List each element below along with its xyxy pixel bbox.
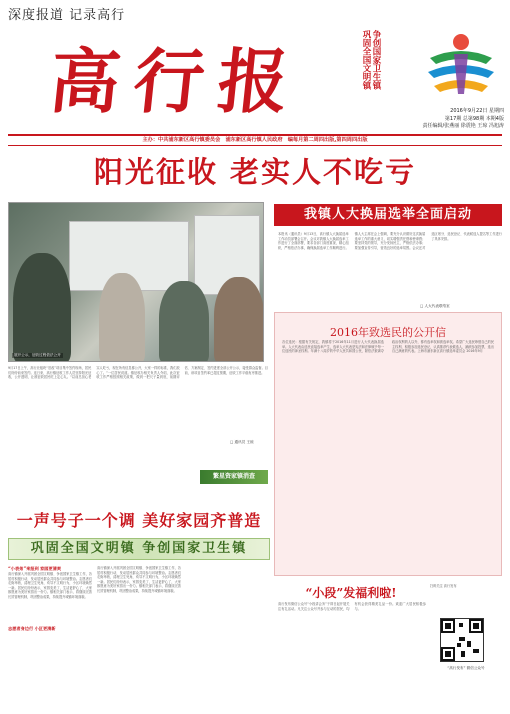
section2-subheading: “小表弟”来报到 家园更清爽	[8, 566, 62, 571]
photo-caption: 展开公示，征收过程依法公开	[14, 353, 61, 357]
promo-box	[430, 584, 502, 704]
masthead	[45, 36, 307, 128]
section2-banner: 巩固全国文明镇 争创国家卫生镇	[8, 538, 270, 560]
issue-editors: 责任编辑/张燕丽 徐震艳 王琼 冯旭涛	[422, 123, 504, 129]
main-headline: 阳光征收 老实人不吃亏	[93, 155, 417, 189]
main-story-author: □ 通讯员 王琼	[230, 440, 254, 444]
main-story-body: 9月17日上午，高行北板块“旧改”项目集中签约现场，居民们纷纷前来签约。连日来，高行镇征收工作人员坚持阳光征收，公开透明，让被征收居民吃上定心丸。“以前总担心老实人吃亏，现在所有信息都公开，大家一样的标准，我们放心了。”一位居民说道。镇征收办相关负责人介绍，此次征收工作严格按照相关政策，做到一把尺子量到底，前期评估、方案制定、签约进度全部公开公示，接受群众监督。目前，该项目签约率已超过预期，征收工作平稳有序推进。	[8, 366, 268, 380]
issue-date: 2016年9月22日 星期四	[450, 108, 504, 114]
qr-code-icon[interactable]	[440, 618, 484, 662]
ad-strip: 繁星资家镇消查	[200, 470, 268, 484]
story1-body: 本报讯（通讯员）9月13日，高行镇人大换届选举工作动员部署会召开。会议对我镇人大换届选举工作进行了全面部署，要求各部门高度重视，精心组织，严格依法办事，确保换届选举工作顺利进行。镇人大主席在会上强调，要充分认识做好这次换届选举工作的重大意义，切实增强责任感和使命感；要坚持党的领导，充分发扬民主，严格依法办事；要加强宣传引导，营造良好的选举氛围。会议还对选区划分、选民登记、代表候选人提名等工作进行了具体安排。	[278, 232, 502, 250]
person-figure	[214, 277, 264, 362]
top-slogan: 深度报道 记录高行	[8, 8, 126, 23]
person-figure	[159, 281, 209, 362]
letter-title: 2016年致选民的公开信	[330, 326, 446, 339]
sponsor-bar: 主办：中共浦东新区高行镇委员会 浦东新区高行镇人民政府 编每月第二周四出版,第四周四出版	[8, 134, 502, 146]
footer-body: 高行发布微信公众号“小段讲会务”于即日起开展关注有礼活动。凡关注公众号并参与互动的居民，均有机会获得精美礼品一份。欢迎广大居民积极参与。	[278, 602, 426, 611]
section2-title: 一声号子一个调 美好家园齐普造	[16, 511, 262, 530]
promo-text: 扫码关注 高行发布	[430, 584, 457, 588]
promo-caption: “高行发布” 微信公众号	[447, 666, 485, 670]
section2-body	[8, 566, 270, 708]
person-figure	[13, 253, 71, 362]
story1-title: 我镇人大换届选举全面启动	[274, 204, 502, 226]
section2-text: 高行镇深入开展巩固全国文明镇、争创国家卫生镇工作，各居村积极行动，发动居民群众共同参与环境整治。志愿者们走街串巷，清理卫生死角，劝导不文明行为，小区环境焕然一新。居民们纷纷表示，家园变美了，生活更舒心了，大家都愿意为美好家园出一份力。镇相关部门表示，将继续完善长效管理机制，巩固整治成果，持续提升城镇环境面貌。	[97, 566, 181, 593]
issue-number: 第17期 总第98期 本期4版	[444, 115, 504, 122]
town-logo-icon	[420, 28, 502, 98]
issue-meta	[400, 108, 504, 131]
section2-subheading: 志愿者身边行 小区更清新	[8, 626, 56, 631]
masthead-title: 高行报	[45, 40, 307, 123]
vertical-slogan: 争创国家卫生镇 巩固全国文明镇	[361, 30, 381, 90]
section2-text: 高行镇深入开展巩固全国文明镇、争创国家卫生镇工作，各居村积极行动，发动居民群众共同参与环境整治。志愿者们走街串巷，清理卫生死角，劝导不文明行为，小区环境焕然一新。居民们纷纷表示，家园变美了，生活更舒心了，大家都愿意为美好家园出一份力。镇相关部门表示，将继续完善长效管理机制，巩固整治成果，持续提升城镇环境面貌。	[8, 572, 92, 599]
person-figure	[99, 273, 145, 362]
news-photo	[8, 202, 264, 362]
footer-title: “小段”发福利啦!	[305, 586, 397, 600]
story1-author: □ 人大代表联络室	[420, 304, 450, 308]
letter-body: 各位选民：根据有关规定，我镇将于2016年11月进行人大代表换届选举。人大代表由选民直接选举产生，选举人大代表是宪法和法律赋予每一位选民的神圣权利。年满十八周岁的中华人民共和国公民，除依法被剥夺政治权利的人以外，都有选举权和被选举权。希望广大选民珍惜自己的民主权利，积极参加选民登记，认真推荐代表候选人，踊跃参加投票，选出自己满意的代表。上海市浦东新区高行镇选举委员会 2016年9月	[282, 340, 494, 354]
